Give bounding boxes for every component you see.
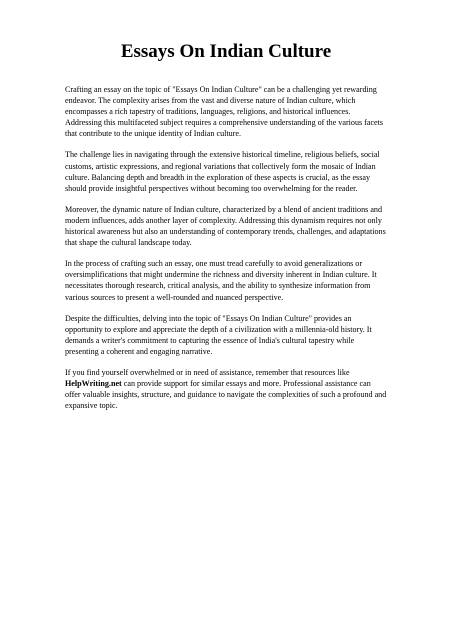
closing-rest-text: can provide support for similar essays and more. Professional assistance can offer valuable insights, structure, and guidance to navigate the complexities of such a profound and expansive topic.: [65, 379, 387, 411]
paragraph-difficulties: Despite the difficulties, delving into the topic of "Essays On Indian Culture" provides an opportunity to explore and appreciate the depth of a civilization with a millennia-old history. It demands a writer's commitment to capturing the essence of India's cultural tapestry while presenting a coherent and engaging narrative.: [65, 313, 372, 356]
paragraph-intro: Crafting an essay on the topic of "Essays On Indian Culture" can be a challenging yet rewarding endeavor. The complexity arises from the vast and diverse nature of Indian culture, which encompasses a rich tapestry of traditions, languages, religions, and historical influences. Addressing this multifaceted subject requires a comprehensive understanding of the various facets that contribute to the unique identity of Indian culture.: [65, 85, 384, 139]
helpwriting-brand: HelpWriting.net: [65, 379, 122, 389]
paragraph-closing: [65, 367, 387, 411]
closing-lead-text: If you find yourself overwhelmed or in need of assistance, remember that resources like: [65, 367, 350, 377]
document-title: Essays On Indian Culture: [120, 41, 332, 62]
paragraph-process: In the process of crafting such an essay, one must tread carefully to avoid generalizations or oversimplifications that might undermine the richness and diversity inherent in Indian culture. It necessitates thorough research, critical analysis, and the ability to synthesize information from various sources to present a well-rounded and nuanced perspective.: [65, 259, 377, 302]
paragraph-challenge: The challenge lies in navigating through the extensive historical timeline, religious beliefs, social customs, artistic expressions, and regional variations that collectively form the mosaic of Indian culture. Balancing depth and breadth in the exploration of these aspects is crucial, as the essay should provide insightful perspectives without becoming too overwhelming for the reader.: [65, 150, 380, 193]
paragraph-dynamism: Moreover, the dynamic nature of Indian culture, characterized by a blend of ancient traditions and modern influences, adds another layer of complexity. Addressing this dynamism requires not only historical awareness but also an understanding of contemporary trends, challenges, and adaptations that shape the cultural landscape today.: [65, 204, 386, 248]
